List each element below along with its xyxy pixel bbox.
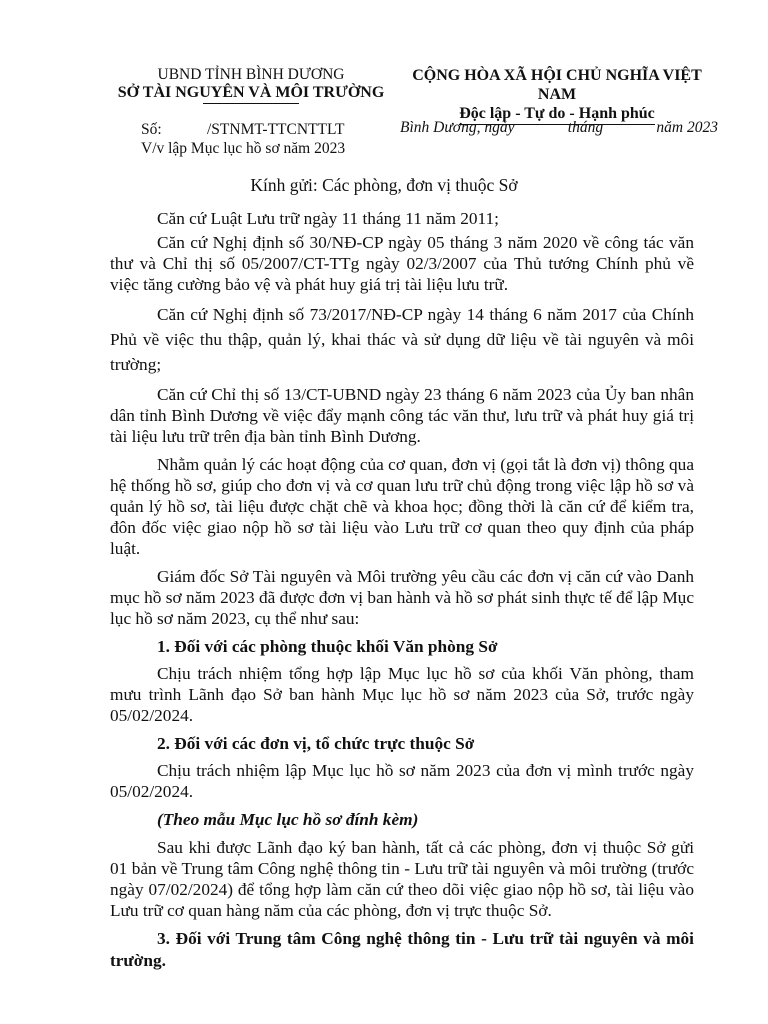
paragraph-legal-basis-4: Căn cứ Chỉ thị số 13/CT-UBND ngày 23 tháng 6 năm 2023 của Ủy ban nhân dân tỉnh Bình Dương về việc đẩy mạnh công tác văn thư, lưu trữ và phát huy giá trị tài liệu lưu trữ trên địa bàn tỉnh Bình Dương. bbox=[110, 385, 694, 446]
department-name: SỞ TÀI NGUYÊN VÀ MÔI TRƯỜNG bbox=[117, 84, 385, 101]
month-label: tháng bbox=[567, 119, 604, 136]
paragraph-legal-basis-3: Căn cứ Nghị định số 73/2017/NĐ-CP ngày 14 tháng 6 năm 2017 của Chính Phủ về việc thu thập, quản lý, khai thác và sử dụng dữ liệu về tài nguyên và môi trường; bbox=[110, 305, 694, 374]
national-motto: Độc lập - Tự do - Hạnh phúc bbox=[459, 104, 655, 125]
recipient-line: Kính gửi: Các phòng, đơn vị thuộc Sở bbox=[250, 175, 518, 195]
paragraph-section-1: Chịu trách nhiệm tổng hợp lập Mục lục hồ sơ của khối Văn phòng, tham mưu trình Lãnh đạo Sở ban hành Mục lục hồ sơ năm 2023 của Sở, trước ngày 05/02/2024. bbox=[110, 664, 694, 725]
place-date-text: Bình Dương, ngày bbox=[400, 119, 515, 136]
year-label: năm 2023 bbox=[656, 119, 718, 136]
paragraph-legal-basis-2: Căn cứ Nghị định số 30/NĐ-CP ngày 05 tháng 3 năm 2020 về công tác văn thư và Chỉ thị số 05/2007/CT-TTg ngày 02/3/2007 của Thủ tướng Chính phủ về việc tăng cường bảo vệ và phát huy giá trị tài liệu lưu trữ. bbox=[110, 233, 694, 294]
paragraph-purpose: Nhằm quản lý các hoạt động của cơ quan, đơn vị (gọi tắt là đơn vị) thông qua hệ thống hồ sơ, giúp cho đơn vị và cơ quan lưu trữ chủ động trong việc lập hồ sơ và quản lý hồ sơ, tài liệu được chặt chẽ và khoa học; đồng thời là căn cứ để kiểm tra, đôn đốc việc giao nộp hồ sơ tài liệu vào Lưu trữ cơ quan theo quy định của pháp luật. bbox=[110, 455, 694, 558]
document-subject: V/v lập Mục lục hồ sơ năm 2023 bbox=[141, 140, 346, 157]
section-heading-1: 1. Đối với các phòng thuộc khối Văn phòng Sở bbox=[157, 637, 498, 656]
document-body bbox=[110, 208, 694, 977]
paragraph-section-2: Chịu trách nhiệm lập Mục lục hồ sơ năm 2023 của đơn vị mình trước ngày 05/02/2024. bbox=[110, 761, 694, 801]
paragraph-legal-basis-1: Căn cứ Luật Lưu trữ ngày 11 tháng 11 năm 2011; bbox=[157, 209, 499, 228]
department-underline bbox=[203, 103, 299, 104]
template-note: (Theo mẫu Mục lục hồ sơ đính kèm) bbox=[157, 810, 419, 829]
section-heading-3: 3. Đối với Trung tâm Công nghệ thông tin - Lưu trữ tài nguyên và môi trường. bbox=[110, 929, 694, 970]
issuing-agency-block bbox=[106, 66, 396, 104]
paragraph-submission: Sau khi được Lãnh đạo ký ban hành, tất cả các phòng, đơn vị thuộc Sở gửi 01 bản về Trung tâm Công nghệ thông tin - Lưu trữ tài nguyên và môi trường (trước ngày 07/02/2024) để tổng hợp làm căn cứ theo dõi việc giao nộp hồ sơ, tài liệu vào Lưu trữ cơ quan hàng năm của các phòng, đơn vị trực thuộc Sở. bbox=[110, 838, 694, 920]
document-number-label: Số: bbox=[141, 121, 162, 138]
section-heading-2: 2. Đối với các đơn vị, tổ chức trực thuộc Sở bbox=[157, 734, 475, 753]
paragraph-request: Giám đốc Sở Tài nguyên và Môi trường yêu cầu các đơn vị căn cứ vào Danh mục hồ sơ năm 2023 đã được đơn vị ban hành và hồ sơ phát sinh thực tế để lập Mục lục hồ sơ năm 2023, cụ thể như sau: bbox=[110, 567, 694, 628]
national-title: CỘNG HÒA XÃ HỘI CHỦ NGHĨA VIỆT NAM bbox=[412, 67, 702, 103]
national-title-block bbox=[392, 66, 722, 125]
document-number-code: /STNMT-TTCNTTLT bbox=[207, 121, 345, 138]
agency-name: UBND TỈNH BÌNH DƯƠNG bbox=[157, 66, 345, 83]
document-number-block bbox=[141, 120, 345, 158]
place-date-line bbox=[400, 118, 718, 137]
